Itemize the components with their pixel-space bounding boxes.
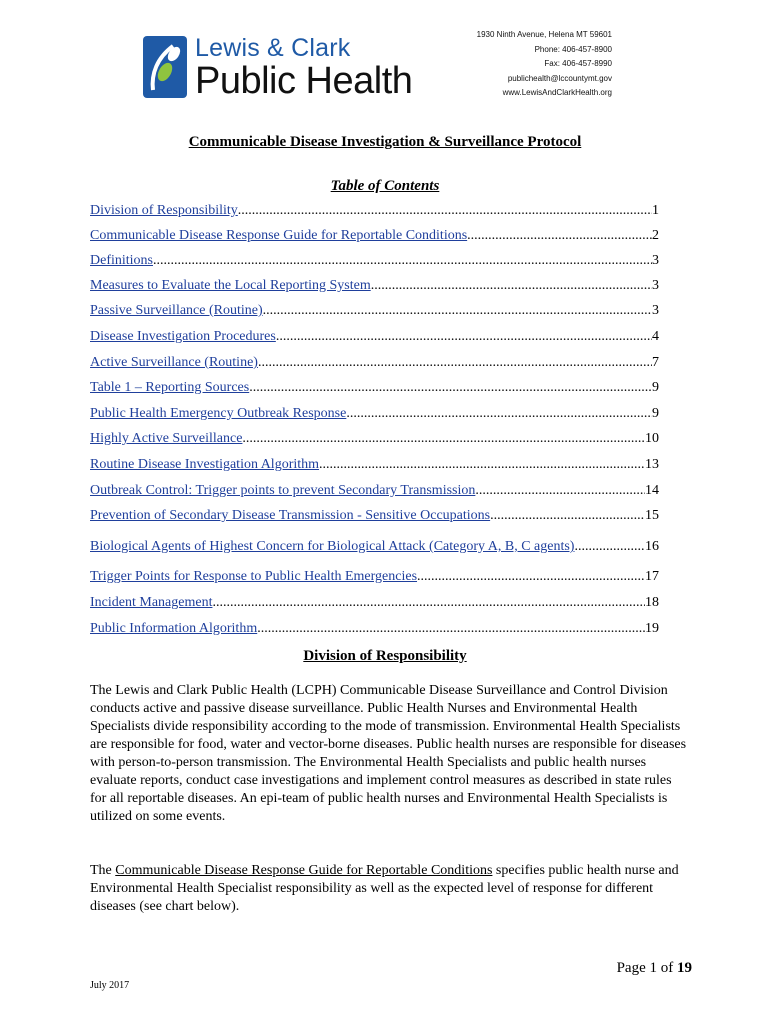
toc-entry[interactable] bbox=[90, 406, 659, 426]
page-total: 19 bbox=[677, 960, 692, 976]
toc-entry-link[interactable]: Measures to Evaluate the Local Reporting System bbox=[90, 278, 371, 293]
toc-entry-link[interactable]: Outbreak Control: Trigger points to prevent Secondary Transmission bbox=[90, 483, 476, 498]
toc-leader-dots bbox=[257, 621, 645, 637]
toc-entry[interactable] bbox=[90, 595, 659, 615]
toc-entry-page: 2 bbox=[652, 228, 659, 243]
toc-entry-page: 10 bbox=[645, 431, 659, 446]
toc-entry-page: 19 bbox=[645, 621, 659, 636]
toc-heading: Table of Contents bbox=[330, 178, 440, 194]
toc-entry[interactable] bbox=[90, 539, 659, 559]
toc-entry-link[interactable]: Communicable Disease Response Guide for Reportable Conditions bbox=[90, 228, 468, 243]
toc-leader-dots bbox=[238, 203, 652, 219]
footer-date: July 2017 bbox=[90, 980, 130, 991]
toc-leader-dots bbox=[212, 595, 645, 611]
logo-line-2: Public Health bbox=[195, 60, 413, 102]
toc-leader-dots bbox=[467, 228, 652, 244]
website: www.LewisAndClarkHealth.org bbox=[502, 88, 612, 97]
toc-entry-link[interactable]: Highly Active Surveillance bbox=[90, 431, 243, 446]
toc-leader-dots bbox=[153, 253, 652, 269]
paragraph-2-prefix: The bbox=[90, 863, 116, 878]
toc-entry[interactable] bbox=[90, 431, 659, 451]
toc-entry-page: 3 bbox=[652, 303, 659, 318]
contact-block bbox=[477, 28, 612, 101]
toc-entry[interactable] bbox=[90, 253, 659, 273]
toc-entry-link[interactable]: Biological Agents of Highest Concern for Biological Attack (Category A, B, C agents) bbox=[90, 539, 575, 554]
toc-leader-dots bbox=[417, 569, 645, 585]
toc-entry-link[interactable]: Routine Disease Investigation Algorithm bbox=[90, 457, 320, 472]
toc-entry[interactable] bbox=[90, 621, 659, 641]
toc-leader-dots bbox=[276, 329, 652, 345]
toc-entry-page: 4 bbox=[652, 329, 659, 344]
paragraph-2-suffix: specifies public health nurse and Environmental Health Specialist responsibility as well as the expected level of response for different diseases (see chart below). bbox=[90, 863, 679, 914]
toc-entry-link[interactable]: Active Surveillance (Routine) bbox=[90, 355, 258, 370]
toc-entry[interactable] bbox=[90, 278, 659, 298]
toc-entry[interactable] bbox=[90, 569, 659, 589]
toc-entry[interactable] bbox=[90, 508, 659, 528]
response-guide-link[interactable]: Communicable Disease Response Guide for Reportable Conditions bbox=[115, 863, 493, 878]
toc-entry-page: 13 bbox=[645, 457, 659, 472]
toc-leader-dots bbox=[475, 483, 645, 499]
toc-entry-link[interactable]: Public Information Algorithm bbox=[90, 621, 258, 636]
toc-leader-dots bbox=[249, 380, 652, 396]
toc-entry-link[interactable]: Trigger Points for Response to Public Health Emergencies bbox=[90, 569, 418, 584]
paragraph-1: The Lewis and Clark Public Health (LCPH) Communicable Disease Surveillance and Control Division conducts active and passive disease surveillance. Public Health Nurses and Environmental Health Specialists divide responsibility according to the mode of transmission. Environmental Health Specialists are responsible for food, water and vector-borne diseases. Public health nurses are responsible for diseases with person-to-person transmission. The Environmental Health Specialists and public health nurses evaluate reports, conduct case investigations and implement control measures as described in state rules for all reportable diseases. An epi-team of public health nurses and Environmental Health Specialists is utilized on some events. bbox=[90, 683, 687, 824]
toc-leader-dots bbox=[319, 457, 645, 473]
toc-entry-link[interactable]: Public Health Emergency Outbreak Response bbox=[90, 406, 347, 421]
toc-entry[interactable] bbox=[90, 380, 659, 400]
toc-entry-link[interactable]: Incident Management bbox=[90, 595, 213, 610]
toc-leader-dots bbox=[346, 406, 652, 422]
toc-leader-dots bbox=[242, 431, 645, 447]
toc-leader-dots bbox=[258, 355, 652, 371]
toc-entry-link[interactable]: Passive Surveillance (Routine) bbox=[90, 303, 263, 318]
toc-leader-dots bbox=[371, 278, 652, 294]
toc-entry-link[interactable]: Table 1 – Reporting Sources bbox=[90, 380, 250, 395]
toc-entry-page: 7 bbox=[652, 355, 659, 370]
document-title: Communicable Disease Investigation & Surveillance Protocol bbox=[188, 134, 582, 150]
page-number-prefix: Page 1 of bbox=[616, 960, 677, 976]
leaf-logo-icon bbox=[143, 36, 187, 98]
toc-entry-link[interactable]: Division of Responsibility bbox=[90, 203, 238, 218]
toc-entry-page: 9 bbox=[652, 406, 659, 421]
toc-entry-link[interactable]: Disease Investigation Procedures bbox=[90, 329, 276, 344]
toc-entry-page: 15 bbox=[645, 508, 659, 523]
page-number bbox=[617, 960, 692, 977]
toc-leader-dots bbox=[574, 539, 645, 555]
toc-leader-dots bbox=[490, 508, 645, 524]
address: 1930 Ninth Avenue, Helena MT 59601 bbox=[476, 30, 612, 39]
fax: Fax: 406-457-8990 bbox=[544, 59, 612, 68]
toc-entry-link[interactable]: Prevention of Secondary Disease Transmission - Sensitive Occupations bbox=[90, 508, 491, 523]
toc-entry-page: 3 bbox=[652, 253, 659, 268]
toc-entry[interactable] bbox=[90, 483, 659, 503]
toc-entry-page: 3 bbox=[652, 278, 659, 293]
toc-entry-page: 9 bbox=[652, 380, 659, 395]
toc-entry[interactable] bbox=[90, 355, 659, 375]
toc-entry-page: 16 bbox=[645, 539, 659, 554]
toc-entry[interactable] bbox=[90, 303, 659, 323]
organization-logo bbox=[143, 34, 413, 104]
toc-entry-page: 1 bbox=[652, 203, 659, 218]
toc-leader-dots bbox=[263, 303, 652, 319]
toc-entry-link[interactable]: Definitions bbox=[90, 253, 153, 268]
toc-entry[interactable] bbox=[90, 457, 659, 477]
toc-entry[interactable] bbox=[90, 228, 659, 248]
toc-entry[interactable] bbox=[90, 203, 659, 223]
phone: Phone: 406-457-8900 bbox=[534, 44, 612, 54]
paragraph-2 bbox=[90, 862, 690, 916]
toc-entry-page: 17 bbox=[645, 569, 659, 584]
toc-entry[interactable] bbox=[90, 329, 659, 349]
email: publichealth@lccountymt.gov bbox=[507, 73, 612, 83]
toc-entry-page: 14 bbox=[645, 483, 659, 498]
toc-entry-page: 18 bbox=[645, 595, 659, 610]
logo-line-1: Lewis & Clark bbox=[195, 34, 351, 62]
section-heading: Division of Responsibility bbox=[303, 648, 467, 664]
